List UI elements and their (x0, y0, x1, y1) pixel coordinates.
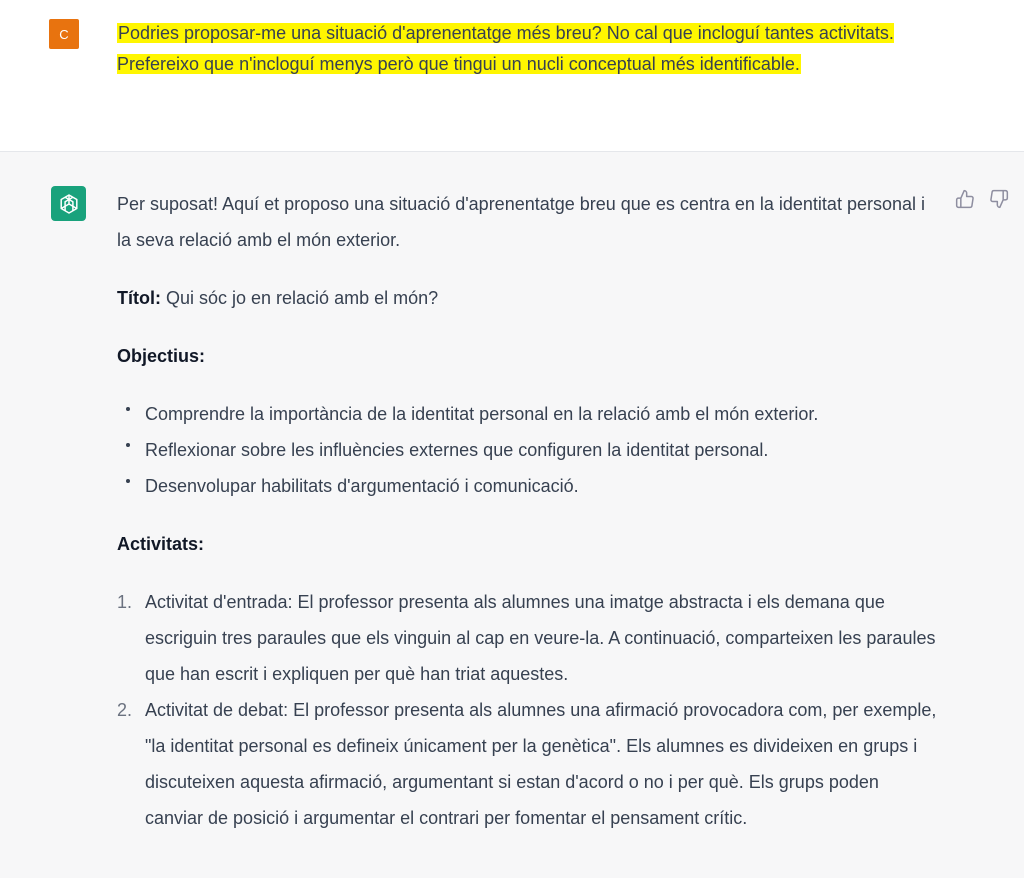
objectives-heading: Objectius: (117, 346, 206, 366)
title-value: Qui sóc jo en relació amb el món? (160, 288, 439, 308)
objective-item: Reflexionar sobre les influències externes que configuren la identitat personal. (117, 432, 937, 468)
activity-number: 2. (117, 700, 133, 720)
activity-item (117, 692, 937, 836)
user-avatar-letter: C (59, 26, 69, 42)
assistant-intro: Per suposat! Aquí et proposo una situació d'aprenentatge breu que es centra en la identitat personal i la seva relació amb el món exterior. (117, 194, 925, 250)
highlighted-prompt-text: Podries proposar-me una situació d'aprenentatge més breu? No cal que incloguí tantes activitats. Prefereixo que n'incloguí menys però que tingui un nucli conceptual més identificable. (117, 23, 894, 74)
user-message (0, 0, 1024, 152)
activity-item (117, 584, 937, 692)
activities-list (117, 584, 937, 836)
objectives-list (117, 396, 937, 504)
assistant-message-content (117, 186, 937, 836)
activity-number: 1. (117, 592, 133, 612)
feedback-buttons (954, 188, 1010, 210)
thumbs-down-icon[interactable] (988, 188, 1010, 210)
title-line (117, 280, 937, 316)
activity-text: Activitat d'entrada: El professor presenta als alumnes una imatge abstracta i els demana que escriguin tres paraules que els vinguin al cap en veure-la. A continuació, comparteixen les paraules que han escrit i expliquen per què han triat aquestes. (145, 592, 936, 684)
objective-item: Desenvolupar habilitats d'argumentació i comunicació. (117, 468, 937, 504)
title-label: Títol: (117, 288, 161, 308)
thumbs-up-icon[interactable] (954, 188, 976, 210)
assistant-message (0, 152, 1024, 878)
user-avatar (49, 19, 79, 49)
chatgpt-logo-icon (51, 186, 86, 221)
objective-item: Comprendre la importància de la identitat personal en la relació amb el món exterior. (117, 396, 937, 432)
activities-heading: Activitats: (117, 534, 205, 554)
activity-text: Activitat de debat: El professor presenta als alumnes una afirmació provocadora com, per exemple, "la identitat personal es defineix únicament per la genètica". Els alumnes es divideixen en grups i discuteixen aquesta afirmació, argumentant si estan d'acord o no i per què. Els grups poden canviar de posició i argumentar el contrari per fomentar el pensament crític. (145, 700, 937, 828)
user-message-text (117, 18, 907, 80)
